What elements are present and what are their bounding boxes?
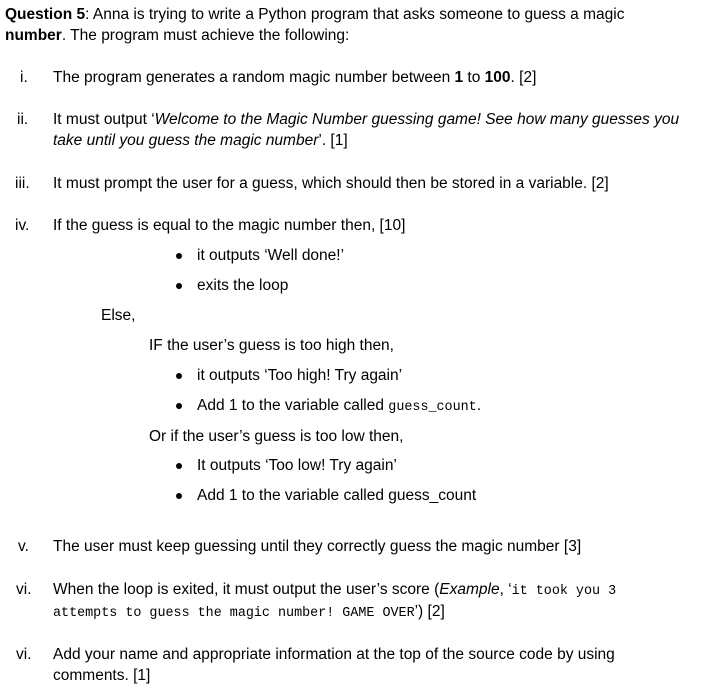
item-vi-part-1: When the loop is exited, it must output the user’s score ( xyxy=(53,581,440,598)
item-iii-text: It must prompt the user for a guess, which should then be stored in a variable. [2] xyxy=(53,175,609,192)
item-iv-if-low: Or if the user’s guess is too low then, xyxy=(149,428,404,445)
item-vi-line-2 xyxy=(53,601,445,624)
item-ii-line-1 xyxy=(53,109,679,130)
item-vii-line-2: comments. [1] xyxy=(53,667,151,684)
item-ii-part-1: It must output ‘ xyxy=(53,111,155,128)
item-iv-bullet-2: exits the loop xyxy=(197,277,289,294)
bullet-icon xyxy=(176,283,182,289)
item-vi-line-1 xyxy=(53,579,616,602)
item-number-i: i. xyxy=(20,69,28,86)
item-vii-line-1: Add your name and appropriate information at the top of the source code by using xyxy=(53,646,615,663)
item-iv-bullet-1: it outputs ‘Well done!’ xyxy=(197,247,345,264)
question-intro-line-2 xyxy=(5,25,349,46)
item-i-part-3: . [2] xyxy=(510,69,537,86)
question-intro-text: : Anna is trying to write a Python program that asks someone to guess a magic xyxy=(85,6,625,23)
item-number-vi: vi. xyxy=(16,581,32,598)
question-label: Question 5 xyxy=(5,6,86,23)
item-iv-else: Else, xyxy=(101,307,136,324)
item-iv-bullet-6: Add 1 to the variable called guess_count xyxy=(197,487,477,504)
item-number-vii: vi. xyxy=(16,646,32,663)
item-ii-part-2: ’. [1] xyxy=(318,132,348,149)
item-iv-bullet-4-code: guess_count xyxy=(388,400,477,415)
item-vi-code-1: it took you 3 xyxy=(511,584,617,599)
item-i-text xyxy=(53,67,536,88)
item-iv-bullet-4-text: Add 1 to the variable called xyxy=(197,397,389,414)
item-ii-italic-2: take until you guess the magic number xyxy=(53,132,319,149)
item-vi-part-3: ’) [2] xyxy=(414,603,445,620)
bullet-icon xyxy=(176,403,182,409)
bullet-icon xyxy=(176,373,182,379)
question-intro-bold: number xyxy=(5,27,62,44)
item-v-text: The user must keep guessing until they correctly guess the magic number [3] xyxy=(53,538,582,555)
item-number-ii: ii. xyxy=(17,111,29,128)
item-ii-italic-1: Welcome to the Magic Number guessing game! See how many guesses you xyxy=(154,111,680,128)
item-i-bold-1: 1 xyxy=(454,69,464,86)
item-iv-bullet-5: It outputs ‘Too low! Try again’ xyxy=(197,457,397,474)
item-iv-text: If the guess is equal to the magic number then, [10] xyxy=(53,217,406,234)
item-iv-if-high: IF the user’s guess is too high then, xyxy=(149,337,394,354)
item-vi-code-2: attempts to guess the magic number! GAME OVER xyxy=(53,606,415,621)
item-vi-italic: Example xyxy=(439,581,500,598)
item-i-part-2: to xyxy=(463,69,485,86)
bullet-icon xyxy=(176,463,182,469)
bullet-icon xyxy=(176,253,182,259)
bullet-icon xyxy=(176,493,182,499)
item-i-bold-2: 100 xyxy=(484,69,511,86)
item-iv-bullet-4-period: . xyxy=(476,397,482,414)
item-number-v: v. xyxy=(18,538,29,555)
item-iv-bullet-4 xyxy=(197,395,481,418)
item-i-part-1: The program generates a random magic number between xyxy=(53,69,455,86)
item-iv-bullet-3: it outputs ‘Too high! Try again’ xyxy=(197,367,403,384)
item-number-iv: iv. xyxy=(15,217,30,234)
question-intro-text-2: . The program must achieve the following: xyxy=(61,27,350,44)
item-vi-part-2: , ‘ xyxy=(499,581,512,598)
question-intro-line-1 xyxy=(5,4,624,25)
item-ii-line-2 xyxy=(53,130,348,151)
item-number-iii: iii. xyxy=(15,175,30,192)
